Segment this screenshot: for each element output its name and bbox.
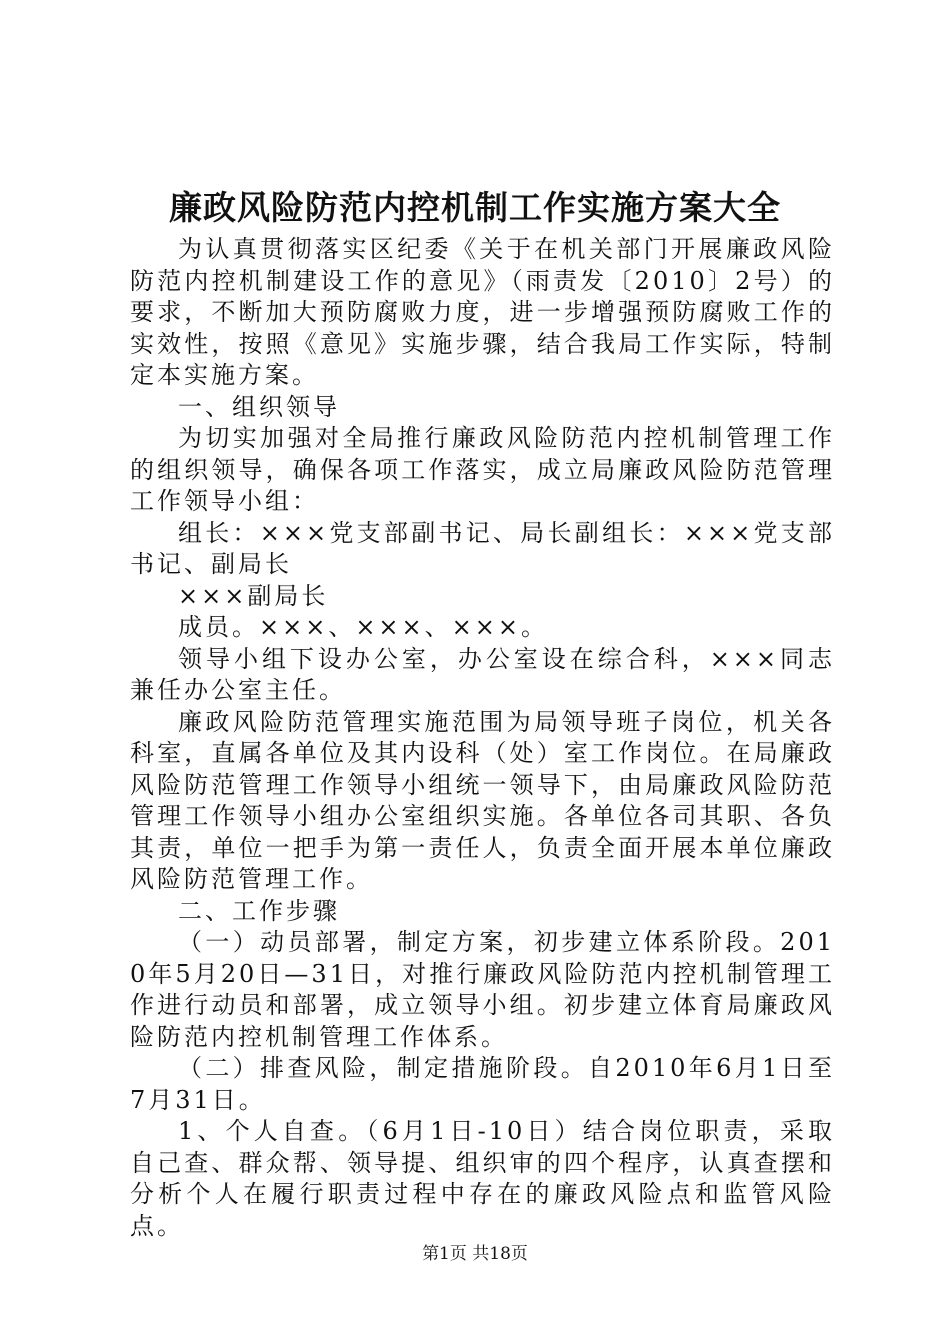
- paragraph-deputy-director: ×××副局长: [178, 581, 329, 610]
- paragraph-self-check: 1、个人自查。（6月1日-10日）结合岗位职责，采取自己查、群众帮、领导提、组织审的四个程序，认真查摆和分析个人在履行职责过程中存在的廉政风险点和监管风险点。: [130, 1117, 835, 1240]
- section-heading-organization: 一、组织领导: [178, 392, 340, 421]
- paragraph-leadership: 为切实加强对全局推行廉政风险防范内控机制管理工作的组织领导，确保各项工作落实，成立局廉政风险防范管理工作领导小组：: [130, 424, 835, 515]
- paragraph-scope: 廉政风险防范管理实施范围为局领导班子岗位，机关各科室，直属各单位及其内设科（处）室工作岗位。在局廉政风险防范管理工作领导小组统一领导下，由局廉政风险防范管理工作领导小组办公室组织实施。各单位各司其职、各负其责，单位一把手为第一责任人，负责全面开展本单位廉政风险防范管理工作。: [130, 707, 835, 893]
- document-title: 廉政风险防范内控机制工作实施方案大全: [169, 188, 781, 227]
- paragraph-office: 领导小组下设办公室，办公室设在综合科，×××同志兼任办公室主任。: [130, 644, 835, 704]
- paragraph-group-leader: 组长：×××党支部副书记、局长副组长：×××党支部书记、副局长: [130, 518, 835, 578]
- paragraph-members: 成员。×××、×××、×××。: [178, 613, 548, 641]
- section-heading-steps: 二、工作步骤: [178, 896, 340, 925]
- page-number: 第1页 共18页: [422, 1244, 528, 1264]
- paragraph-step-two: （二）排查风险，制定措施阶段。自2010年6月1日至7月31日。: [130, 1054, 835, 1114]
- document-body: [130, 234, 835, 1242]
- paragraph-step-one: （一）动员部署，制定方案，初步建立体系阶段。2010年5月20日—31日，对推行廉政风险防范内控机制管理工作进行动员和部署，成立领导小组。初步建立体育局廉政风险防范内控机制管理工作体系。: [130, 928, 835, 1051]
- paragraph-intro: 为认真贯彻落实区纪委《关于在机关部门开展廉政风险防范内控机制建设工作的意见》（雨责发〔2010〕2号）的要求，不断加大预防腐败力度，进一步增强预防腐败工作的实效性，按照《意见》实施步骤，结合我局工作实际，特制定本实施方案。: [130, 235, 835, 389]
